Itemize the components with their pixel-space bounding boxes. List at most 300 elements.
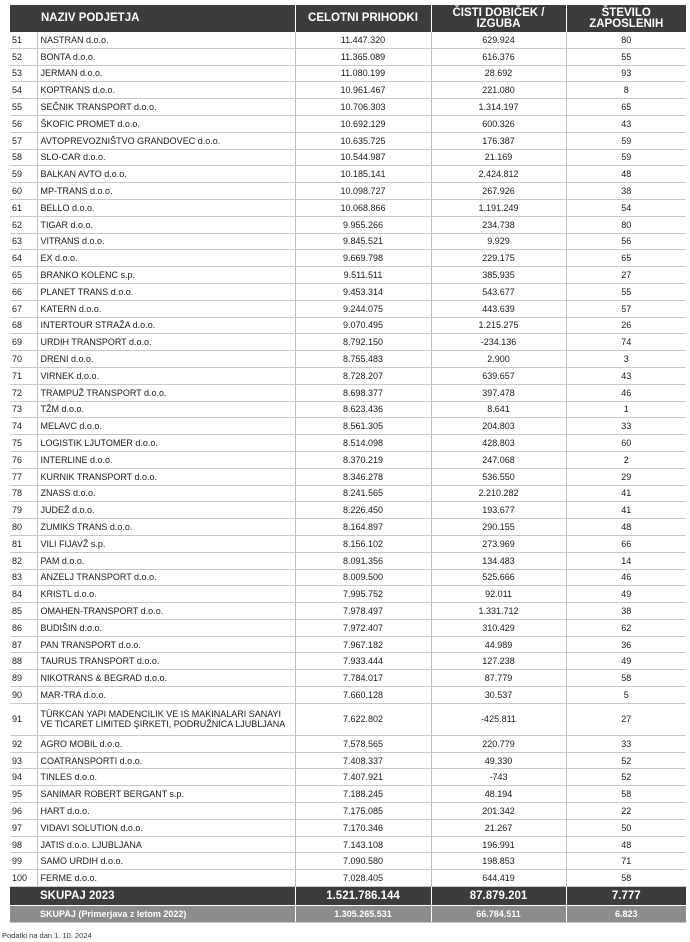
revenue-cell: 10.692.129	[295, 115, 431, 132]
company-name-cell: NASTRAN d.o.o.	[37, 32, 295, 48]
revenue-cell: 10.635.725	[295, 132, 431, 149]
rank-cell: 53	[10, 65, 37, 82]
table-row	[10, 803, 686, 820]
rank-cell: 94	[10, 769, 37, 786]
header-employees-line1: ŠTEVILO	[601, 6, 651, 19]
profit-cell: 220.779	[431, 735, 566, 752]
table-row	[10, 603, 686, 620]
company-name-cell: FERME d.o.o.	[37, 870, 295, 887]
table-row	[10, 115, 686, 132]
company-name-cell: URDIH TRANSPORT d.o.o.	[37, 334, 295, 351]
table-row	[10, 334, 686, 351]
revenue-cell: 7.972.407	[295, 619, 431, 636]
profit-cell: 2.900	[431, 351, 566, 368]
data-date-footnote: Podatki na dan 1. 10. 2024	[2, 931, 92, 940]
revenue-cell: 10.961.467	[295, 82, 431, 99]
revenue-cell: 10.544.987	[295, 149, 431, 166]
rank-cell: 65	[10, 267, 37, 284]
table-row	[10, 836, 686, 853]
profit-cell: 385.935	[431, 267, 566, 284]
rank-cell: 92	[10, 735, 37, 752]
employees-cell: 38	[566, 603, 686, 620]
revenue-cell: 7.967.182	[295, 636, 431, 653]
rank-cell: 81	[10, 535, 37, 552]
profit-cell: 9.929	[431, 233, 566, 250]
previous-label: SKUPAJ (Primerjava z letom 2022)	[10, 906, 295, 923]
company-name-cell: EX d.o.o.	[37, 250, 295, 267]
table-summary	[10, 887, 686, 923]
employees-cell: 41	[566, 502, 686, 519]
company-name-cell: JUDEŽ d.o.o.	[37, 502, 295, 519]
rank-cell: 73	[10, 401, 37, 418]
table-row	[10, 317, 686, 334]
revenue-cell: 7.622.802	[295, 703, 431, 735]
table-row	[10, 32, 686, 48]
profit-cell: 8.641	[431, 401, 566, 418]
company-name-cell: MP-TRANS d.o.o.	[37, 183, 295, 200]
rank-cell: 95	[10, 786, 37, 803]
revenue-cell: 11.447.320	[295, 32, 431, 48]
profit-cell: 616.376	[431, 48, 566, 65]
header-employees	[566, 5, 686, 32]
employees-cell: 74	[566, 334, 686, 351]
employees-cell: 56	[566, 233, 686, 250]
employees-cell: 49	[566, 586, 686, 603]
table-row	[10, 519, 686, 536]
rank-cell: 69	[10, 334, 37, 351]
employees-cell: 55	[566, 283, 686, 300]
table-row	[10, 870, 686, 887]
employees-cell: 59	[566, 149, 686, 166]
revenue-cell: 10.185.141	[295, 166, 431, 183]
company-name-cell: BELLO d.o.o.	[37, 199, 295, 216]
company-name-cell: ZUMIKS TRANS d.o.o.	[37, 519, 295, 536]
rank-cell: 61	[10, 199, 37, 216]
employees-cell: 62	[566, 619, 686, 636]
company-name-cell: BUDIŠIN d.o.o.	[37, 619, 295, 636]
revenue-cell: 11.365.089	[295, 48, 431, 65]
rank-cell: 62	[10, 216, 37, 233]
total-row	[10, 887, 686, 906]
employees-cell: 48	[566, 166, 686, 183]
profit-cell: -743	[431, 769, 566, 786]
revenue-cell: 8.698.377	[295, 384, 431, 401]
header-company-name: NAZIV PODJETJA	[37, 5, 295, 32]
table-row	[10, 300, 686, 317]
rank-cell: 84	[10, 586, 37, 603]
table-row	[10, 853, 686, 870]
table-row	[10, 267, 686, 284]
employees-cell: 55	[566, 48, 686, 65]
revenue-cell: 7.784.017	[295, 670, 431, 687]
employees-cell: 49	[566, 653, 686, 670]
company-name-cell: VILI FIJAVŽ s.p.	[37, 535, 295, 552]
employees-cell: 27	[566, 703, 686, 735]
rank-cell: 79	[10, 502, 37, 519]
employees-cell: 52	[566, 752, 686, 769]
table-row	[10, 703, 686, 735]
table-row	[10, 670, 686, 687]
rank-cell: 96	[10, 803, 37, 820]
table-row	[10, 769, 686, 786]
employees-cell: 36	[566, 636, 686, 653]
rank-cell: 82	[10, 552, 37, 569]
rank-cell: 66	[10, 283, 37, 300]
table-row	[10, 401, 686, 418]
rank-cell: 80	[10, 519, 37, 536]
previous-employees: 6.823	[566, 906, 686, 923]
table-row	[10, 183, 686, 200]
table-row	[10, 65, 686, 82]
table-row	[10, 283, 686, 300]
profit-cell: 21.267	[431, 819, 566, 836]
rank-cell: 71	[10, 367, 37, 384]
employees-cell: 93	[566, 65, 686, 82]
table-row	[10, 351, 686, 368]
company-name-cell: JERMAN d.o.o.	[37, 65, 295, 82]
company-name-cell: VIDAVI SOLUTION d.o.o.	[37, 819, 295, 836]
employees-cell: 38	[566, 183, 686, 200]
company-name-cell: SAMO URDIH d.o.o.	[37, 853, 295, 870]
company-name-cell: JATIS d.o.o. LJUBLJANA	[37, 836, 295, 853]
revenue-cell: 9.453.314	[295, 283, 431, 300]
profit-cell: 290.155	[431, 519, 566, 536]
employees-cell: 60	[566, 435, 686, 452]
company-name-cell: SANIMAR ROBERT BERGANT s.p.	[37, 786, 295, 803]
company-name-cell: INTERLINE d.o.o.	[37, 451, 295, 468]
table-row	[10, 619, 686, 636]
rank-cell: 87	[10, 636, 37, 653]
rank-cell: 72	[10, 384, 37, 401]
rank-cell: 68	[10, 317, 37, 334]
table-row	[10, 48, 686, 65]
profit-cell: 92.011	[431, 586, 566, 603]
revenue-cell: 7.933.444	[295, 653, 431, 670]
revenue-cell: 7.090.580	[295, 853, 431, 870]
rank-cell: 75	[10, 435, 37, 452]
company-name-cell: BONTA d.o.o.	[37, 48, 295, 65]
table-row	[10, 819, 686, 836]
employees-cell: 59	[566, 132, 686, 149]
revenue-cell: 9.244.075	[295, 300, 431, 317]
company-name-cell: TÜRKCAN YAPI MADENCILIK VE IS MAKINALARI SANAYI VE TICARET LIMITED ŞIRKETI, PODRUŽNICA LJUBLJANA	[37, 703, 295, 735]
header-profit-line2: IZGUBA	[476, 17, 521, 30]
profit-cell: 87.779	[431, 670, 566, 687]
employees-cell: 58	[566, 670, 686, 687]
profit-cell: 201.342	[431, 803, 566, 820]
revenue-cell: 8.156.102	[295, 535, 431, 552]
revenue-cell: 8.623.436	[295, 401, 431, 418]
profit-cell: 2.424.812	[431, 166, 566, 183]
profit-cell: 273.969	[431, 535, 566, 552]
rank-cell: 86	[10, 619, 37, 636]
employees-cell: 33	[566, 418, 686, 435]
company-name-cell: HART d.o.o.	[37, 803, 295, 820]
table-row	[10, 586, 686, 603]
profit-cell: 639.657	[431, 367, 566, 384]
employees-cell: 29	[566, 468, 686, 485]
profit-cell: 536.550	[431, 468, 566, 485]
company-name-cell: TŽM d.o.o.	[37, 401, 295, 418]
employees-cell: 52	[566, 769, 686, 786]
employees-cell: 27	[566, 267, 686, 284]
rank-cell: 54	[10, 82, 37, 99]
table-row	[10, 752, 686, 769]
rank-cell: 57	[10, 132, 37, 149]
table-row	[10, 485, 686, 502]
revenue-cell: 8.164.897	[295, 519, 431, 536]
profit-cell: 48.194	[431, 786, 566, 803]
revenue-cell: 8.009.500	[295, 569, 431, 586]
employees-cell: 80	[566, 216, 686, 233]
employees-cell: 66	[566, 535, 686, 552]
table-row	[10, 149, 686, 166]
employees-cell: 46	[566, 384, 686, 401]
table-row	[10, 250, 686, 267]
profit-cell: 525.666	[431, 569, 566, 586]
revenue-cell: 7.188.245	[295, 786, 431, 803]
rank-cell: 70	[10, 351, 37, 368]
profit-cell: 30.537	[431, 687, 566, 704]
employees-cell: 80	[566, 32, 686, 48]
company-name-cell: MELAVC d.o.o.	[37, 418, 295, 435]
table-row	[10, 435, 686, 452]
company-name-cell: ŠKOFIC PROMET d.o.o.	[37, 115, 295, 132]
profit-cell: 1.314.197	[431, 99, 566, 116]
employees-cell: 48	[566, 836, 686, 853]
profit-cell: 134.483	[431, 552, 566, 569]
table-row	[10, 687, 686, 704]
employees-cell: 57	[566, 300, 686, 317]
revenue-cell: 7.660.128	[295, 687, 431, 704]
table-row	[10, 653, 686, 670]
rank-cell: 99	[10, 853, 37, 870]
rank-cell: 77	[10, 468, 37, 485]
company-name-cell: BALKAN AVTO d.o.o.	[37, 166, 295, 183]
previous-year-row	[10, 906, 686, 923]
revenue-cell: 7.408.337	[295, 752, 431, 769]
table-row	[10, 166, 686, 183]
rank-cell: 63	[10, 233, 37, 250]
company-name-cell: COATRANSPORTI d.o.o.	[37, 752, 295, 769]
rank-cell: 55	[10, 99, 37, 116]
table-row	[10, 735, 686, 752]
revenue-cell: 7.978.497	[295, 603, 431, 620]
employees-cell: 58	[566, 786, 686, 803]
company-name-cell: KATERN d.o.o.	[37, 300, 295, 317]
rank-cell: 76	[10, 451, 37, 468]
revenue-cell: 7.028.405	[295, 870, 431, 887]
company-name-cell: KRISTL d.o.o.	[37, 586, 295, 603]
header-profit	[431, 5, 566, 32]
profit-cell: 193.677	[431, 502, 566, 519]
company-name-cell: AGRO MOBIL d.o.o.	[37, 735, 295, 752]
revenue-cell: 7.578.565	[295, 735, 431, 752]
company-name-cell: LOGISTIK LJUTOMER d.o.o.	[37, 435, 295, 452]
employees-cell: 65	[566, 250, 686, 267]
rank-cell: 60	[10, 183, 37, 200]
revenue-cell: 7.407.921	[295, 769, 431, 786]
profit-cell: 397.478	[431, 384, 566, 401]
revenue-cell: 8.792.150	[295, 334, 431, 351]
company-name-cell: OMAHEN-TRANSPORT d.o.o.	[37, 603, 295, 620]
revenue-cell: 10.068.866	[295, 199, 431, 216]
revenue-cell: 8.091.356	[295, 552, 431, 569]
profit-cell: 310.429	[431, 619, 566, 636]
company-name-cell: PAM d.o.o.	[37, 552, 295, 569]
rank-cell: 85	[10, 603, 37, 620]
table-row	[10, 384, 686, 401]
revenue-cell: 8.514.098	[295, 435, 431, 452]
rank-cell: 51	[10, 32, 37, 48]
profit-cell: 644.419	[431, 870, 566, 887]
profit-cell: 44.989	[431, 636, 566, 653]
previous-revenue: 1.305.265.531	[295, 906, 431, 923]
employees-cell: 71	[566, 853, 686, 870]
table-row	[10, 468, 686, 485]
total-profit: 87.879.201	[431, 887, 566, 906]
rank-cell: 100	[10, 870, 37, 887]
company-name-cell: AVTOPREVOZNIŠTVO GRANDOVEC d.o.o.	[37, 132, 295, 149]
company-name-cell: SEČNIK TRANSPORT d.o.o.	[37, 99, 295, 116]
rank-cell: 59	[10, 166, 37, 183]
profit-cell: 443.639	[431, 300, 566, 317]
rank-cell: 90	[10, 687, 37, 704]
revenue-cell: 9.955.266	[295, 216, 431, 233]
employees-cell: 26	[566, 317, 686, 334]
employees-cell: 1	[566, 401, 686, 418]
profit-cell: 267.926	[431, 183, 566, 200]
table-row	[10, 216, 686, 233]
employees-cell: 41	[566, 485, 686, 502]
profit-cell: -425.811	[431, 703, 566, 735]
ranking-table-container	[10, 5, 686, 923]
profit-cell: 221.080	[431, 82, 566, 99]
employees-cell: 14	[566, 552, 686, 569]
revenue-cell: 8.370.219	[295, 451, 431, 468]
revenue-cell: 8.346.278	[295, 468, 431, 485]
employees-cell: 46	[566, 569, 686, 586]
profit-cell: 21.169	[431, 149, 566, 166]
revenue-cell: 10.706.303	[295, 99, 431, 116]
employees-cell: 5	[566, 687, 686, 704]
rank-cell: 93	[10, 752, 37, 769]
employees-cell: 22	[566, 803, 686, 820]
table-header-row	[10, 5, 686, 32]
table-row	[10, 552, 686, 569]
company-name-cell: DRENI d.o.o.	[37, 351, 295, 368]
revenue-cell: 9.070.495	[295, 317, 431, 334]
rank-cell: 83	[10, 569, 37, 586]
rank-cell: 91	[10, 703, 37, 735]
revenue-cell: 9.845.521	[295, 233, 431, 250]
employees-cell: 8	[566, 82, 686, 99]
profit-cell: 229.175	[431, 250, 566, 267]
profit-cell: 543.677	[431, 283, 566, 300]
revenue-cell: 8.728.207	[295, 367, 431, 384]
profit-cell: 428.803	[431, 435, 566, 452]
profit-cell: 198.853	[431, 853, 566, 870]
rank-cell: 78	[10, 485, 37, 502]
table-row	[10, 786, 686, 803]
employees-cell: 43	[566, 115, 686, 132]
table-row	[10, 199, 686, 216]
employees-cell: 33	[566, 735, 686, 752]
companies-table	[10, 5, 686, 923]
employees-cell: 48	[566, 519, 686, 536]
company-name-cell: VIRNEK d.o.o.	[37, 367, 295, 384]
rank-cell: 67	[10, 300, 37, 317]
header-revenue: CELOTNI PRIHODKI	[295, 5, 431, 32]
profit-cell: 204.803	[431, 418, 566, 435]
revenue-cell: 8.561.305	[295, 418, 431, 435]
header-rank	[10, 5, 37, 32]
employees-cell: 50	[566, 819, 686, 836]
header-profit-line1: ČISTI DOBIČEK /	[452, 6, 545, 19]
company-name-cell: SLO-CAR d.o.o.	[37, 149, 295, 166]
company-name-cell: KOPTRANS d.o.o.	[37, 82, 295, 99]
header-employees-line2: ZAPOSLENIH	[589, 17, 664, 30]
revenue-cell: 7.170.346	[295, 819, 431, 836]
profit-cell: 127.238	[431, 653, 566, 670]
rank-cell: 98	[10, 836, 37, 853]
table-row	[10, 367, 686, 384]
profit-cell: 600.326	[431, 115, 566, 132]
table-row	[10, 418, 686, 435]
rank-cell: 88	[10, 653, 37, 670]
table-row	[10, 502, 686, 519]
table-row	[10, 99, 686, 116]
profit-cell: 1.215.275	[431, 317, 566, 334]
table-body	[10, 32, 686, 887]
rank-cell: 52	[10, 48, 37, 65]
company-name-cell: MAR-TRA d.o.o.	[37, 687, 295, 704]
total-revenue: 1.521.786.144	[295, 887, 431, 906]
revenue-cell: 10.098.727	[295, 183, 431, 200]
company-name-cell: ANZELJ TRANSPORT d.o.o.	[37, 569, 295, 586]
revenue-cell: 8.241.565	[295, 485, 431, 502]
profit-cell: 196.991	[431, 836, 566, 853]
revenue-cell: 7.995.752	[295, 586, 431, 603]
revenue-cell: 8.755.483	[295, 351, 431, 368]
rank-cell: 89	[10, 670, 37, 687]
rank-cell: 74	[10, 418, 37, 435]
table-row	[10, 451, 686, 468]
revenue-cell: 8.226.450	[295, 502, 431, 519]
revenue-cell: 11.080.199	[295, 65, 431, 82]
employees-cell: 2	[566, 451, 686, 468]
company-name-cell: TINLES d.o.o.	[37, 769, 295, 786]
company-name-cell: TIGAR d.o.o.	[37, 216, 295, 233]
profit-cell: 176.387	[431, 132, 566, 149]
revenue-cell: 9.669.798	[295, 250, 431, 267]
table-row	[10, 569, 686, 586]
profit-cell: 247.068	[431, 451, 566, 468]
table-row	[10, 82, 686, 99]
table-row	[10, 132, 686, 149]
revenue-cell: 7.175.085	[295, 803, 431, 820]
employees-cell: 54	[566, 199, 686, 216]
table-row	[10, 535, 686, 552]
total-label: SKUPAJ 2023	[10, 887, 295, 906]
company-name-cell: PLANET TRANS d.o.o.	[37, 283, 295, 300]
profit-cell: 234.738	[431, 216, 566, 233]
company-name-cell: TRAMPUŽ TRANSPORT d.o.o.	[37, 384, 295, 401]
table-row	[10, 233, 686, 250]
profit-cell: 49.330	[431, 752, 566, 769]
profit-cell: 1.331.712	[431, 603, 566, 620]
profit-cell: 2.210.282	[431, 485, 566, 502]
